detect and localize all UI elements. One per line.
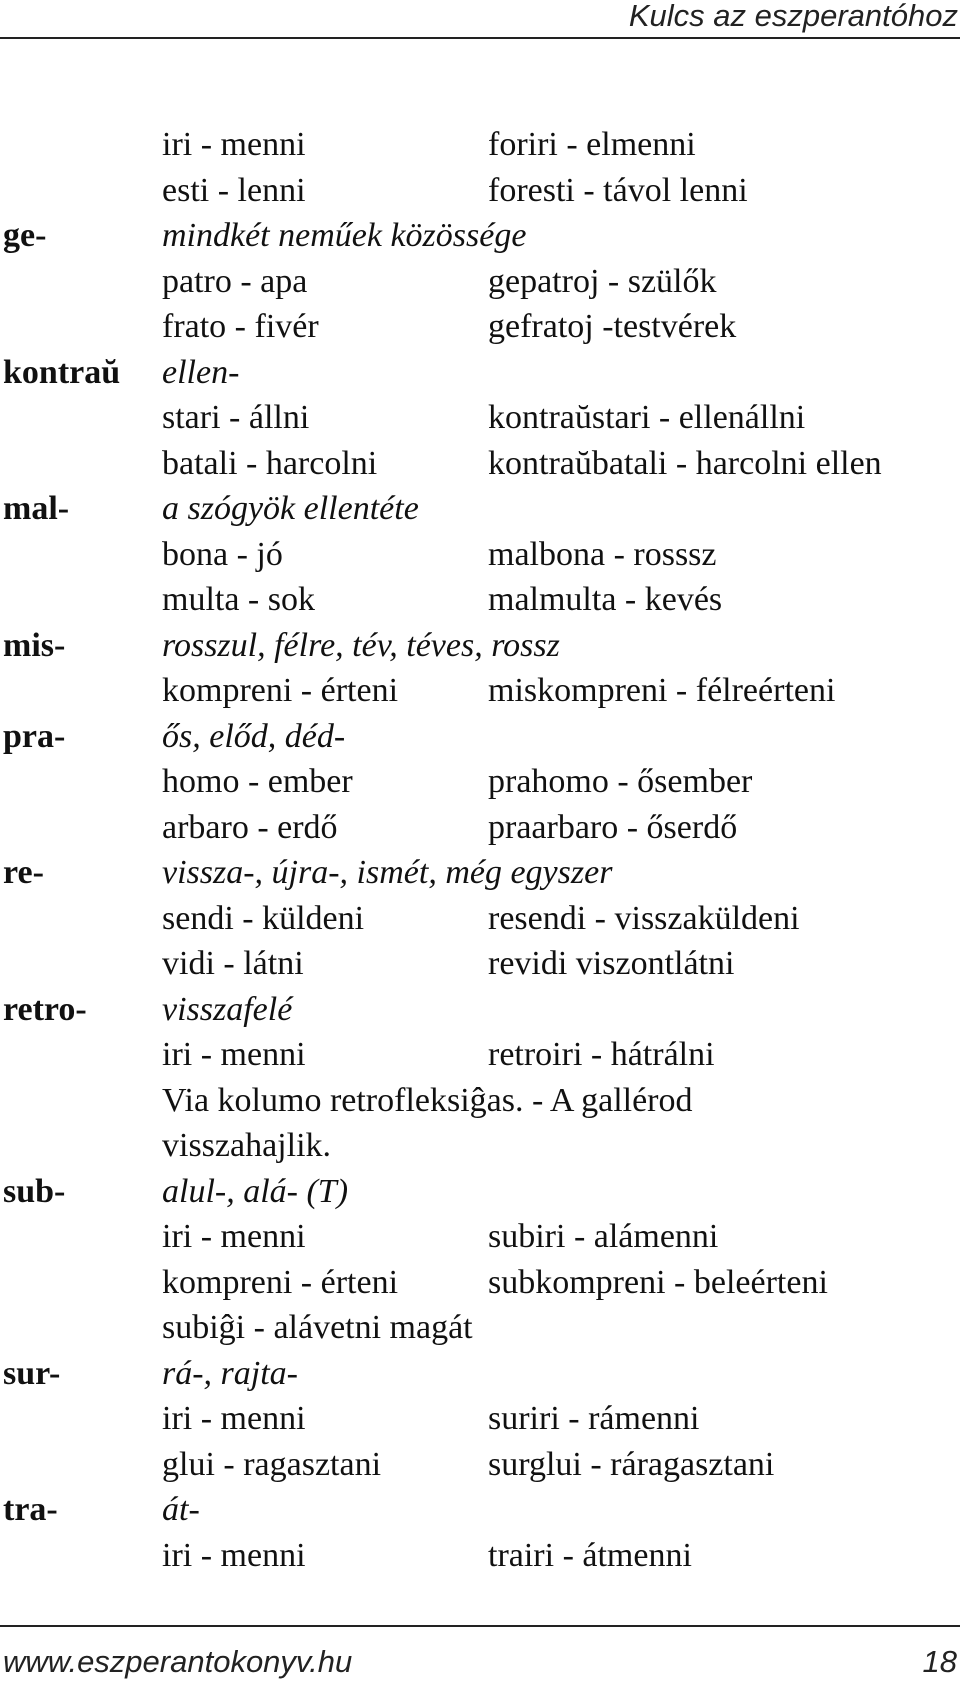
affix-label: sur-: [3, 1354, 61, 1392]
derived-word: gefratoj -testvérek: [488, 308, 737, 345]
base-word: multa - sok: [162, 581, 315, 618]
derived-word: kontraŭbatali - harcolni ellen: [488, 444, 882, 482]
word-pair-row: [0, 395, 960, 441]
word-pair-row: [0, 168, 960, 214]
derived-word: revidi viszontlátni: [488, 945, 735, 982]
word-pair-row: [0, 759, 960, 805]
base-word: iri - menni: [162, 1536, 306, 1574]
example-sentence-row: [0, 1305, 960, 1351]
base-word: arbaro - erdő: [162, 808, 338, 846]
word-pair-row: [0, 1032, 960, 1078]
prefix-row: [0, 213, 960, 259]
derived-word: prahomo - ősember: [488, 763, 753, 800]
derived-word: malbona - rosssz: [488, 535, 717, 573]
footer-divider: [0, 1625, 960, 1627]
word-pair-row: [0, 1396, 960, 1442]
derived-word: subiri - alámenni: [488, 1218, 719, 1255]
base-word: kompreni - érteni: [162, 672, 399, 709]
example-text: Via kolumo retrofleksiĝas. - A gallérod: [162, 1081, 693, 1119]
affix-label: pra-: [3, 717, 66, 755]
prefix-row: [0, 1487, 960, 1533]
prefix-row: [0, 1351, 960, 1397]
base-word: batali - harcolni: [162, 444, 378, 482]
page-footer: [0, 1620, 960, 1695]
word-pair-row: [0, 668, 960, 714]
derived-word: foriri - elmenni: [488, 126, 696, 163]
derived-word: resendi - visszaküldeni: [488, 899, 800, 937]
page-header: [0, 0, 960, 40]
word-pair-row: [0, 259, 960, 305]
word-pair-row: [0, 941, 960, 987]
prefix-row: [0, 987, 960, 1033]
page-header-title: Kulcs az eszperantóhoz: [628, 0, 958, 33]
example-text: visszahajlik.: [162, 1127, 332, 1164]
base-word: frato - fivér: [162, 308, 319, 345]
affix-meaning: mindkét neműek közössége: [162, 217, 527, 254]
derived-word: gepatroj - szülők: [488, 262, 717, 300]
base-word: homo - ember: [162, 763, 353, 800]
header-divider: [0, 37, 960, 39]
vocabulary-list: [0, 122, 960, 1578]
word-pair-row: [0, 441, 960, 487]
affix-meaning: a szógyök ellentéte: [162, 490, 419, 527]
affix-label: mis-: [3, 626, 66, 664]
base-word: esti - lenni: [162, 171, 306, 209]
affix-meaning: vissza-, újra-, ismét, még egyszer: [162, 854, 613, 891]
affix-label: retro-: [3, 990, 87, 1028]
derived-word: malmulta - kevés: [488, 581, 723, 618]
affix-label: mal-: [3, 490, 70, 527]
prefix-row: [0, 714, 960, 760]
word-pair-row: [0, 577, 960, 623]
affix-label: sub-: [3, 1172, 66, 1210]
prefix-row: [0, 850, 960, 896]
word-pair-row: [0, 304, 960, 350]
derived-word: surglui - ráragasztani: [488, 1445, 775, 1483]
base-word: iri - menni: [162, 126, 306, 163]
prefix-row: [0, 486, 960, 532]
affix-meaning: alul-, alá- (T): [162, 1172, 349, 1210]
word-pair-row: [0, 1260, 960, 1306]
base-word: sendi - küldeni: [162, 899, 365, 937]
affix-meaning: visszafelé: [162, 990, 293, 1028]
base-word: glui - ragasztani: [162, 1445, 382, 1483]
example-text: subiĝi - alávetni magát: [162, 1309, 473, 1346]
derived-word: foresti - távol lenni: [488, 171, 748, 209]
base-word: iri - menni: [162, 1400, 306, 1437]
base-word: stari - állni: [162, 399, 310, 436]
base-word: kompreni - érteni: [162, 1263, 399, 1301]
affix-meaning: rosszul, félre, tév, téves, rossz: [162, 626, 560, 664]
derived-word: suriri - rámenni: [488, 1400, 700, 1437]
example-sentence-row: [0, 1078, 960, 1124]
prefix-row: [0, 350, 960, 396]
word-pair-row: [0, 805, 960, 851]
derived-word: praarbaro - őserdő: [488, 808, 738, 846]
word-pair-row: [0, 896, 960, 942]
affix-meaning: ős, előd, déd-: [162, 717, 346, 755]
page-number: 18: [922, 1644, 957, 1679]
derived-word: trairi - átmenni: [488, 1536, 692, 1574]
affix-meaning: át-: [162, 1491, 200, 1528]
base-word: bona - jó: [162, 535, 283, 573]
affix-label: kontraŭ: [3, 353, 121, 391]
derived-word: kontraŭstari - ellenállni: [488, 399, 806, 436]
affix-label: ge-: [3, 217, 47, 254]
derived-word: miskompreni - félreérteni: [488, 672, 836, 709]
example-sentence-row: [0, 1123, 960, 1169]
word-pair-row: [0, 532, 960, 578]
word-pair-row: [0, 1442, 960, 1488]
base-word: vidi - látni: [162, 945, 304, 982]
prefix-row: [0, 623, 960, 669]
word-pair-row: [0, 122, 960, 168]
derived-word: subkompreni - beleérteni: [488, 1263, 828, 1301]
prefix-row: [0, 1169, 960, 1215]
affix-meaning: ellen-: [162, 353, 240, 391]
derived-word: retroiri - hátrálni: [488, 1036, 715, 1073]
affix-label: tra-: [3, 1491, 58, 1528]
affix-meaning: rá-, rajta-: [162, 1354, 298, 1392]
base-word: iri - menni: [162, 1218, 306, 1255]
base-word: patro - apa: [162, 262, 308, 300]
footer-url: www.eszperantokonyv.hu: [3, 1644, 353, 1679]
affix-label: re-: [3, 854, 44, 891]
word-pair-row: [0, 1214, 960, 1260]
word-pair-row: [0, 1533, 960, 1579]
base-word: iri - menni: [162, 1036, 306, 1073]
